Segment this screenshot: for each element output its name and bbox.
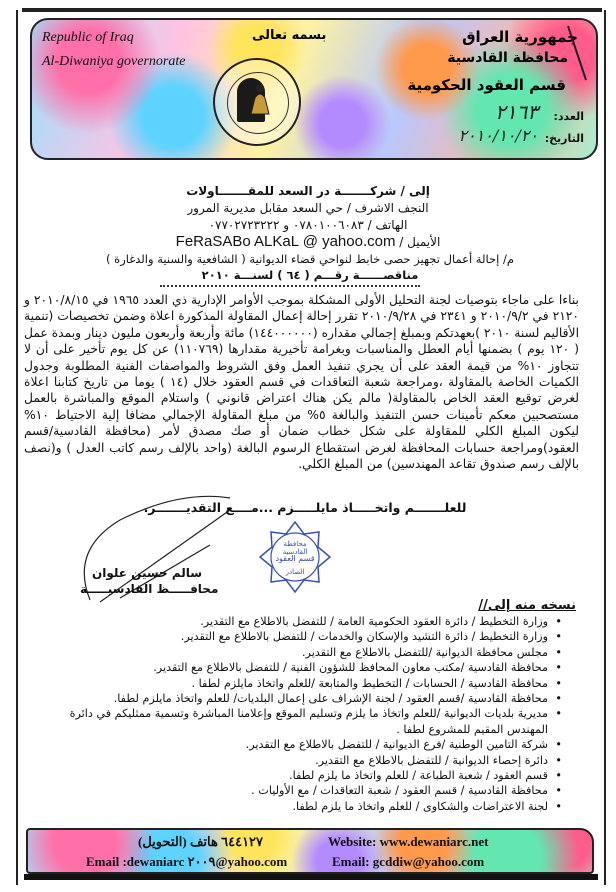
signatory-name: سالم حسين علوان bbox=[92, 566, 203, 580]
signatory-title: محافـــــظ القادسيـــــة bbox=[80, 582, 219, 596]
copies-list bbox=[42, 614, 578, 814]
recipient-to: إلى / شركـــــــة در السعد للمقـــــــاولات bbox=[186, 184, 430, 198]
header-basmala: بسمه تعالى bbox=[252, 28, 327, 43]
footer-bottom-border bbox=[24, 874, 598, 880]
recipient-address: النجف الاشرف / حي السعد مقابل مديرية المرور bbox=[187, 201, 429, 215]
header-en-republic: Republic of Iraq bbox=[42, 30, 134, 45]
pen-stroke-mark bbox=[566, 24, 590, 84]
header-top-border bbox=[22, 8, 602, 12]
footer-email-right[interactable]: Email: gcddiw@yahoo.com bbox=[332, 854, 485, 869]
stamp-text-bottom: الصادر bbox=[285, 568, 305, 576]
copies-title: نسخه منه إلى// bbox=[478, 598, 576, 613]
subject-line: م/ إحالة أعمال تجهيز حصى خابط لنواحي قضاء الديوانية ( الشافعية والسنية والدغارة ) bbox=[106, 252, 514, 266]
copy-item: • محافظة القادسية /قسم العقود / لجنة الإشراف على إعمال البلديات/ للعلم واتخاذ مايلزم لطفا. bbox=[42, 691, 562, 706]
footer-phone: ٦٤٤١٢٧ هاتف (التحويل) bbox=[138, 834, 264, 849]
copy-item: • شركة التامين الوطنية /فرع الديوانية / للتفضل بالاطلاع مع التقدير. bbox=[42, 737, 562, 752]
copy-item: • محافظة القادسية /مكتب معاون المحافظ للشؤون الفنية / للتفضل بالاطلاع مع التقدير. bbox=[42, 660, 562, 675]
recipient-email-value: FeRaSABo ALKaL @ yahoo.com bbox=[175, 233, 396, 250]
header-governorate-ar: محافظة القادسية bbox=[447, 50, 568, 66]
stamp-text-top: محافظة القادسية bbox=[282, 540, 308, 556]
letter-body: بناءا على ماجاء بتوصيات لجنة التحليل الأولى المشكلة بموجب الأوامر الإدارية ذي العدد ١٩٦٥ في ٢٠١٠/٨/١٥ و ٢١٢٠ في ٢٠١٠/٩/٢ و ٢٣٤١ في ٢٠١٠/٩/٢٨ تقرر إحالة إعمال المقاولة المذكورة اعلاة وضمن تخصيصات (تنمية الأقاليم لسنة ٢٠١٠ )بعهدتكم وبمبلغ إجمالي مقداره (١٤٤٠٠٠٠٠٠) مائة وأربعة وأربعون مليون دينار وبمدة عمل ( ١٢٠ يوم ) بضمنها أيام العطل والمناسبات وبغرامة تأخيرية مقدارها (١١٠٧٦٩) عن كل يوم تأخير على أن لا تتجاوز ١٠% من قيمة العقد على أن يجري تنفيذ العمل وفق الشروط والمواصفات الفنية المطلوبة وجدول الكميات الخاصة بالمقاولة ،ومراجعة شعبة التعاقدات في قسم العقود خلال (١٤ ) يوما من تاريخ كتابنا اعلاة لغرض توقيع العقد الخاص بالمقاولة( مالم يكن هناك اعتراض قانوني ) واستلام الموقع والمباشرة بالعمل مستصحبين معكم تأمينات حسن التنفيذ والبالغة ٥% من مبلغ المقاولة الإجمالي مضافا إلية الاحتياط ١٠% ليكون المبلغ الكلي للمقاولة على شكل خطاب ضمان أو صك مصدق لأمر (محافظة القادسية/قسم العقود)ومراجعة حسابات المحافظة لغرض استقطاع الرسوم البالغة (واحد بالإلف رسم كاتب العدل ) و(نصف بالإلف رسم صندوق تقاعد المهندسين) من المبلغ الكلي. bbox=[24, 293, 580, 472]
tender-number: مناقصــــــة رقـــم ( ٦٤ ) لسنـــة ٢٠١٠ bbox=[201, 268, 419, 282]
dotted-divider bbox=[160, 285, 420, 287]
recipient-email-row bbox=[130, 233, 486, 250]
number-value: ٢١٦٣ bbox=[495, 100, 538, 124]
stamp-text-mid: قسم العقود bbox=[275, 554, 315, 563]
footer-website-link[interactable]: Website: www.dewaniarc.net bbox=[328, 834, 489, 849]
copy-item: • قسم العقود / شعبة الطباعة / للعلم واتخاذ ما يلزم لطفا. bbox=[42, 768, 562, 783]
header-en-governorate: Al-Diwaniya governorate bbox=[42, 54, 186, 69]
copy-item: • وزارة التخطيط / دائرة العقود الحكومية العامة / للتفضل بالاطلاع مع التقدير. bbox=[42, 614, 562, 629]
copy-item: • وزارة التخطيط / دائرة التشيد والإسكان والخدمات / للتفضل بالاطلاع مع التقدير. bbox=[42, 629, 562, 644]
recipient-phone: الهاتف / ٠٧٨٠١٠٠٦٠٨٣ و ٠٧٧٠٢٧٢٣٢٢٢ bbox=[208, 218, 408, 232]
copy-item: • مديرية بلديات الديوانية /للعلم واتخاذ ما يلزم وتسليم الموقع وإعلامنا المباشرة وتسمية ممثليكم في دائرة المهندس المقيم للمشروع لطفا . bbox=[42, 706, 562, 737]
date-label: التاريخ: bbox=[544, 132, 584, 145]
recipient-email-label: الأيميل / bbox=[399, 235, 441, 249]
footer-band bbox=[26, 828, 594, 874]
copy-item: • دائرة إحصاء الديوانية / للتفضل بالاطلاع مع التقدير. bbox=[42, 753, 562, 768]
copy-item: • لجنة الاعتراضات والشكاوى / للعلم واتخاذ ما يلزم لطفا. bbox=[42, 799, 562, 814]
header-department-ar: قسم العقود الحكومية bbox=[407, 76, 566, 94]
closing-line: للعلـــــــم واتخـــــاذ مايلـــــزم ...مــــع التقديـــــــر. bbox=[143, 500, 467, 515]
number-label: العدد: bbox=[553, 110, 584, 123]
letterhead-band bbox=[30, 18, 598, 160]
governorate-emblem-icon bbox=[213, 58, 301, 146]
copy-item: • محافظة القادسية / الحسابات / التخطيط والمتابعة /للعلم واتخاذ مايلزم لطفا . bbox=[42, 676, 562, 691]
header-republic-ar: جمهورية العراق bbox=[462, 28, 578, 46]
copy-item: • مجلس محافظة الديوانية /للتفضل بالاطلاع مع التقدير. bbox=[42, 645, 562, 660]
date-value: ٢٠١٠/١٠/٢٠ bbox=[458, 126, 538, 145]
copy-item: • محافظة القادسية / قسم العقود / شعبة التعاقدات / مع الأوليات . bbox=[42, 783, 562, 798]
footer-email-left: Email :dewaniarc ٢٠٠٩@yahoo.com bbox=[86, 854, 288, 869]
